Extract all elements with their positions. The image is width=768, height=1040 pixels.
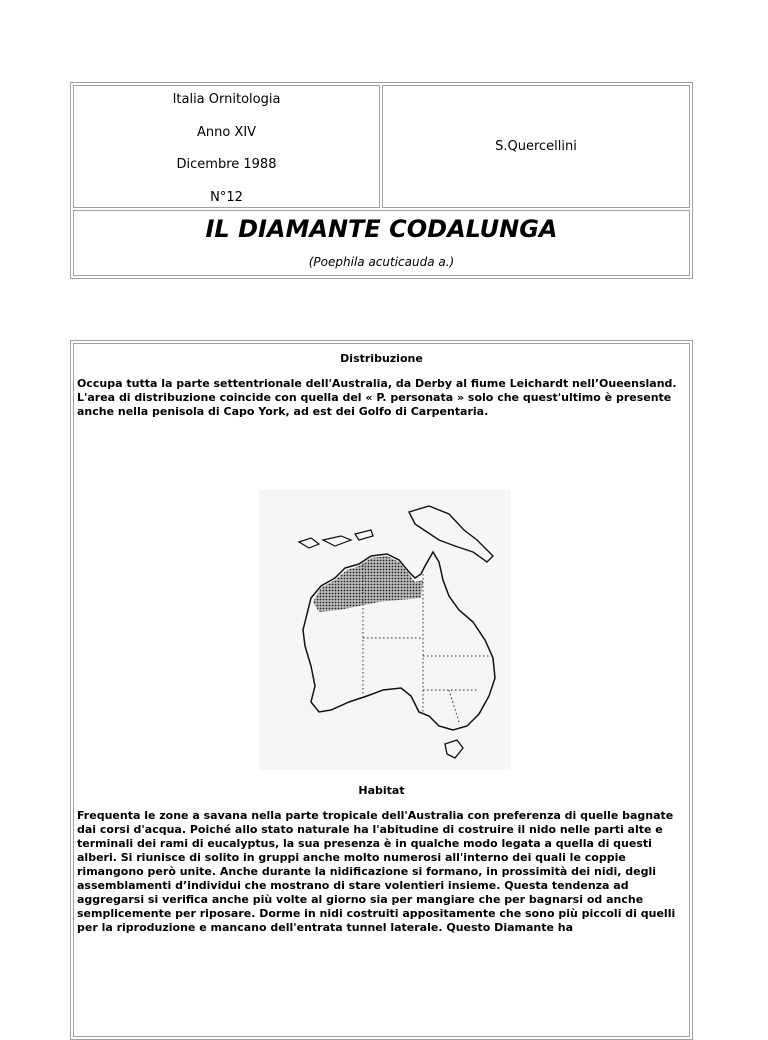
australia-map-icon xyxy=(259,490,511,770)
header-table xyxy=(70,82,693,279)
article-subtitle: (Poephila acuticauda a.) xyxy=(308,255,455,269)
publication-info-cell xyxy=(73,85,380,208)
article-body-table xyxy=(70,340,693,1040)
australia-distribution-map xyxy=(259,490,511,770)
section-heading-distribuzione: Distribuzione xyxy=(340,352,423,365)
publication-name: Italia Ornitologia xyxy=(172,92,281,107)
article-title: IL DIAMANTE CODALUNGA xyxy=(205,215,558,243)
title-cell xyxy=(73,210,690,276)
publication-year: Anno XIV xyxy=(196,125,257,140)
author-cell xyxy=(382,85,690,208)
publication-issue: N°12 xyxy=(210,190,243,205)
section-heading-habitat: Habitat xyxy=(358,784,405,797)
author-name: S.Quercellini xyxy=(495,139,577,154)
publication-date: Dicembre 1988 xyxy=(176,157,277,172)
article-body-cell xyxy=(73,343,690,1037)
section-text-distribuzione: Occupa tutta la parte settentrionale dell'Australia, da Derby al fiume Leichardt nell’Oueensland. L'area di distribuzione coincide con quella del « P. personata » solo che quest'ultimo è presente anche nella penisola di Capo York, ad est dei Golfo di Carpentaria. xyxy=(77,377,677,418)
section-text-habitat: Frequenta le zone a savana nella parte tropicale dell'Australia con preferenza di quelle bagnate dai corsi d'acqua. Poiché allo stato naturale ha l'abitudine di costruire il nido nelle parti alte e terminali dei rami di eucalyptus, la sua presenza è in qualche modo legata a quella di questi alberi. Si riunisce di solito in gruppi anche molto numerosi all'interno dei quali le coppie rimangono però unite. Anche durante la nidificazione si formano, in prossimità dei nidi, degli assemblamenti d’individui che mostrano di stare volentieri insieme. Questa tendenza ad aggregarsi si verifica anche più volte al giorno sia per mangiare che per bagnarsi od anche semplicemente per riposare. Dorme in nidi costruiti appositamente che sono più piccoli di quelli per la riproduzione e mancano dell'entrata tunnel laterale. Questo Diamante ha xyxy=(77,809,676,934)
